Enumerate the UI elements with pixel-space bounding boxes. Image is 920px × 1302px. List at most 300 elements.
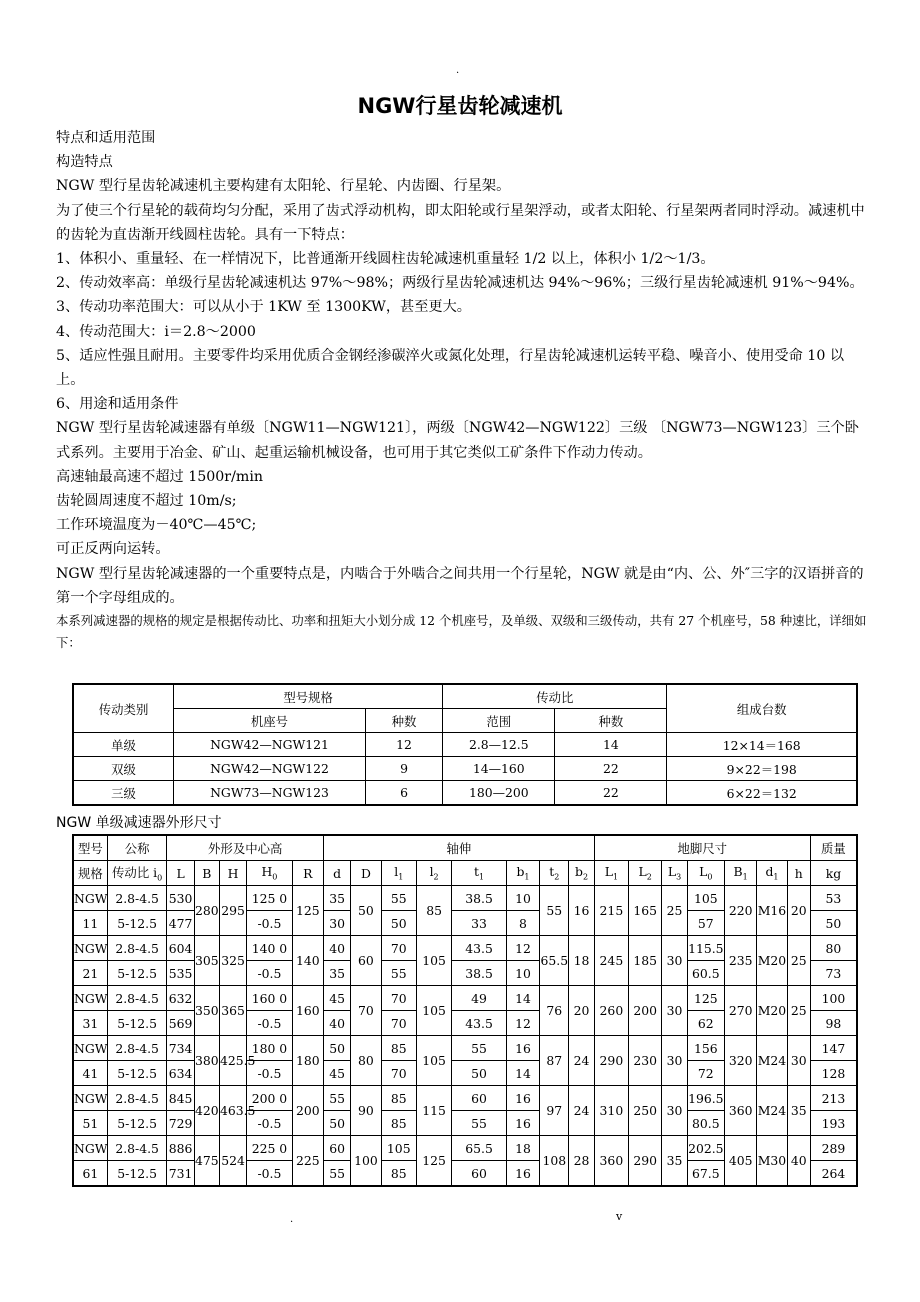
table-header (351, 861, 381, 886)
cell-subscript: 2 (554, 872, 560, 882)
table-cell (725, 1036, 757, 1086)
cell-text: 57 (697, 915, 714, 931)
cell-text: 475 (195, 1153, 219, 1168)
cell-text: 213 (821, 1090, 846, 1106)
cell-text: 外形及中心高 (208, 841, 283, 856)
cell-text: 128 (821, 1065, 846, 1081)
table-cell (687, 936, 724, 961)
table-cell (324, 961, 351, 986)
cell-text: 5-12.5 (117, 915, 157, 931)
table-cell (452, 936, 507, 961)
table-cell (506, 1061, 539, 1086)
cell-text: 80 (825, 940, 842, 956)
table-cell (629, 1036, 662, 1086)
cell-text: t (549, 864, 555, 880)
cell-text: 60 (358, 953, 374, 968)
table-cell (452, 1111, 507, 1136)
table-cell (351, 886, 381, 936)
cell-text: 80.5 (692, 1115, 720, 1131)
cell-text: 180 (296, 1053, 320, 1068)
cell-text: 2.8-4.5 (115, 1040, 159, 1056)
table-cell (73, 1061, 107, 1086)
cell-text: 105 (386, 1140, 411, 1156)
table-cell (247, 986, 292, 1011)
table-cell (810, 961, 857, 986)
table-cell (687, 986, 724, 1011)
table-cell (324, 1036, 351, 1061)
table-cell (506, 1111, 539, 1136)
cell-text: 16 (573, 903, 590, 918)
cell-text: 43.5 (465, 940, 493, 956)
cell-text: 125 (422, 1153, 446, 1168)
cell-text: L (604, 864, 613, 880)
cell-text: 80 (358, 1053, 374, 1068)
paragraph: 为了使三个行星轮的载荷均匀分配，采用了齿式浮动机构，即太阳轮或行星架浮动，或者太阳轮、行星架两者同时浮动。减速机中的齿轮为直齿渐开线圆柱齿轮。具有一下特点： (56, 202, 865, 243)
table-cell (540, 1086, 569, 1136)
table-cell (810, 1061, 857, 1086)
table-cell (324, 1111, 351, 1136)
cell-text: 97 (546, 1103, 563, 1118)
paragraph: 齿轮圆周速度不超过 10m/s; (56, 493, 237, 510)
cell-text: H (261, 864, 273, 880)
table-cell (725, 936, 757, 986)
table-header (292, 861, 323, 886)
cell-text: 160 0 (251, 990, 288, 1006)
table-header (687, 861, 724, 886)
table-cell (167, 1086, 194, 1111)
table-row (73, 886, 857, 911)
table-cell (569, 886, 594, 936)
cell-subscript: 1 (773, 872, 779, 882)
cell-text: 61 (82, 1165, 99, 1181)
cell-text: 405 (728, 1153, 753, 1168)
table-cell (219, 886, 246, 936)
table-cell (167, 1136, 194, 1161)
cell-text: 185 (633, 953, 658, 968)
cell-text: b (516, 864, 525, 880)
cell-text: 105 (422, 1053, 446, 1068)
cell-text: 30 (666, 1103, 683, 1118)
cell-text: 20 (573, 1003, 590, 1018)
cell-text: 35 (329, 890, 346, 906)
table-row (73, 757, 857, 781)
table-cell: 180—200 (443, 781, 555, 806)
cell-text: 225 0 (251, 1140, 288, 1156)
table-header (569, 861, 594, 886)
table-cell (594, 1136, 628, 1187)
table-cell (687, 911, 724, 936)
cell-text: 729 (168, 1115, 193, 1131)
cell-text: 604 (168, 940, 193, 956)
table-cell (167, 911, 194, 936)
cell-text: 260 (599, 1003, 624, 1018)
cell-text: 24 (573, 1103, 590, 1118)
cell-text: 30 (790, 1053, 807, 1068)
cell-text: 50 (329, 1040, 346, 1056)
cell-text: 87 (546, 1053, 563, 1068)
cell-text: 40 (329, 1015, 346, 1031)
cell-text: 845 (168, 1090, 193, 1106)
cell-text: 60.5 (692, 965, 720, 981)
cell-text: 202.5 (688, 1140, 724, 1156)
cell-text: 50 (825, 915, 842, 931)
table-cell (247, 886, 292, 911)
dimension-table (72, 834, 858, 1187)
table-cell (506, 911, 539, 936)
table-cell (219, 986, 246, 1036)
table-cell (452, 1086, 507, 1111)
table-cell (540, 886, 569, 936)
cell-text: 270 (728, 1003, 753, 1018)
table-cell (381, 911, 416, 936)
table-cell (324, 1011, 351, 1036)
cell-text: 72 (697, 1065, 714, 1081)
cell-text: 传动比 i (112, 865, 158, 881)
table-header (506, 861, 539, 886)
cell-text: M30 (757, 1153, 787, 1168)
cell-text: 轴伸 (446, 841, 472, 856)
table-cell: 双级 (73, 757, 174, 781)
paragraph-small: 本系列减速器的规格的规定是根据传动比、功率和扭矩大小划分成 12 个机座号，及单级、双级和三级传动，共有 27 个机座号，58 种速比，详细如下： (56, 613, 867, 651)
table-cell (787, 1036, 810, 1086)
cell-text: 28 (573, 1153, 590, 1168)
table-cell (73, 936, 107, 961)
table-cell (662, 1036, 687, 1086)
table-header (324, 835, 595, 861)
table-cell (107, 1061, 167, 1086)
cell-text: M24 (757, 1053, 787, 1068)
cell-text: L (176, 865, 185, 881)
cell-text: 55 (329, 1090, 346, 1106)
table-cell (107, 1036, 167, 1061)
table-cell (725, 986, 757, 1036)
table-cell (73, 1111, 107, 1136)
cell-text: 16 (515, 1165, 531, 1181)
table-cell (594, 886, 628, 936)
table-cell (292, 886, 323, 936)
table-cell (247, 1011, 292, 1036)
table-cell (167, 1061, 194, 1086)
cell-text: 50 (390, 915, 407, 931)
table-cell (757, 1086, 787, 1136)
table-cell (416, 886, 451, 936)
cell-text: 731 (168, 1165, 193, 1181)
table-header: 种数 (555, 709, 667, 733)
cell-text: 35 (790, 1103, 807, 1118)
cell-text: B (202, 865, 212, 881)
cell-text: 45 (329, 1065, 346, 1081)
table-cell (381, 1036, 416, 1061)
cell-text: NGW (74, 1090, 108, 1106)
table-cell (506, 961, 539, 986)
cell-text: 5-12.5 (117, 1015, 157, 1031)
cell-text: 20 (790, 903, 807, 918)
cell-text: 2.8-4.5 (115, 1140, 159, 1156)
table-cell (416, 1086, 451, 1136)
paragraph: 5、适应性强且耐用。主要零件均采用优质合金钢经渗碳淬火或氮化处理，行星齿轮减速机运转平稳、噪音小、使用受命 10 以上。 (56, 347, 845, 389)
cell-text: 50 (358, 903, 374, 918)
table-cell (662, 886, 687, 936)
table-cell (452, 886, 507, 911)
cell-text: 193 (821, 1115, 846, 1131)
cell-text: 55 (471, 1040, 487, 1056)
cell-text: 10 (515, 890, 531, 906)
cell-text: 60 (471, 1165, 487, 1181)
table-cell (506, 1011, 539, 1036)
cell-text: 200 (296, 1103, 320, 1118)
cell-text: 70 (390, 1065, 407, 1081)
table-header (107, 861, 167, 886)
paragraph: 可正反两向运转。 (56, 541, 170, 558)
cell-text: 290 (633, 1153, 658, 1168)
cell-text: 180 0 (251, 1040, 288, 1056)
cell-text: 55 (329, 1165, 346, 1181)
cell-text: d (333, 865, 342, 881)
table-header (540, 861, 569, 886)
table-cell (629, 1086, 662, 1136)
cell-text: 33 (471, 915, 487, 931)
cell-text: 53 (825, 890, 842, 906)
table-cell (167, 1111, 194, 1136)
cell-text: 55 (546, 903, 563, 918)
table-cell (452, 961, 507, 986)
paragraph: NGW 型行星齿轮减速机主要构建有太阳轮、行星轮、内齿圈、行星架。 (56, 178, 511, 195)
table-cell: 9×22＝198 (667, 757, 857, 781)
paragraph: 1、体积小、重量轻、在一样情况下，比普通渐开线圆柱齿轮减速机重量轻 1/2 以上，体积小 1/2～1/3。 (56, 251, 715, 268)
table-cell (787, 1136, 810, 1187)
table-cell (381, 1011, 416, 1036)
cell-text: 165 (633, 903, 658, 918)
cell-text: t (474, 864, 479, 880)
cell-text: 310 (599, 1103, 624, 1118)
cell-text: NGW (74, 890, 108, 906)
cell-text: 98 (825, 1015, 842, 1031)
table-cell (452, 1161, 507, 1187)
cell-text: -0.5 (257, 915, 282, 931)
cell-text: 公称 (124, 841, 150, 856)
table-cell (292, 936, 323, 986)
cell-text: NGW (74, 1040, 108, 1056)
table-cell (757, 886, 787, 936)
cell-text: -0.5 (257, 1015, 282, 1031)
cell-text: b (575, 864, 583, 880)
cell-text: 569 (168, 1015, 193, 1031)
cell-text: 264 (821, 1165, 846, 1181)
table-row (73, 733, 857, 757)
table-cell (416, 1136, 451, 1187)
cell-text: 632 (168, 990, 193, 1006)
paragraph: 构造特点 (56, 154, 113, 171)
table-cell: 9 (365, 757, 442, 781)
table-header (810, 861, 857, 886)
table-cell (167, 1036, 194, 1061)
table-header (725, 861, 757, 886)
table-cell: 单级 (73, 733, 174, 757)
header-dot: . (456, 65, 460, 76)
cell-text: 40 (329, 940, 346, 956)
cell-text: 105 (422, 953, 446, 968)
cell-text: 380 (195, 1053, 219, 1068)
cell-subscript: 0 (707, 872, 713, 882)
table-cell (351, 986, 381, 1036)
cell-text: 360 (728, 1103, 753, 1118)
table-cell (810, 1011, 857, 1036)
table-cell (687, 1061, 724, 1086)
cell-text: 200 0 (251, 1090, 288, 1106)
table-cell (167, 986, 194, 1011)
cell-text: 型号 (78, 841, 103, 856)
table-cell (569, 1086, 594, 1136)
cell-text: 289 (821, 1140, 846, 1156)
table-cell (381, 1086, 416, 1111)
table-cell (351, 1136, 381, 1187)
table-cell (810, 911, 857, 936)
table-cell (247, 911, 292, 936)
table-header (381, 861, 416, 886)
table-header (629, 861, 662, 886)
cell-text: 65.5 (465, 1140, 493, 1156)
cell-text: 325 (221, 953, 245, 968)
cell-text: 365 (221, 1003, 245, 1018)
cell-text: 156 (693, 1040, 718, 1056)
page-title: NGW行星齿轮减速机 (357, 94, 563, 118)
table-cell (107, 1086, 167, 1111)
cell-text: 70 (358, 1003, 374, 1018)
cell-text: 18 (573, 953, 590, 968)
cell-text: 45 (329, 990, 346, 1006)
footer-mark: v (616, 1210, 623, 1223)
table-cell (594, 1086, 628, 1136)
table-header (324, 861, 351, 886)
table-cell (452, 1011, 507, 1036)
cell-text: 60 (471, 1090, 487, 1106)
cell-text: 67.5 (692, 1165, 720, 1181)
cell-text: 125 (296, 903, 320, 918)
cell-text: 25 (790, 953, 807, 968)
table-cell (810, 1161, 857, 1187)
table-header (219, 861, 246, 886)
cell-text: 85 (390, 1090, 407, 1106)
cell-text: 60 (329, 1140, 346, 1156)
table-cell (351, 936, 381, 986)
cell-subscript: 2 (582, 872, 589, 882)
cell-text: NGW (74, 990, 108, 1006)
cell-text: 634 (168, 1065, 193, 1081)
cell-text: 100 (354, 1153, 378, 1168)
cell-text: 30 (666, 1003, 683, 1018)
cell-text: 105 (422, 1003, 446, 1018)
cell-subscript: 1 (742, 872, 748, 882)
table-header (167, 835, 324, 861)
cell-text: 30 (666, 953, 683, 968)
cell-text: 140 (296, 953, 320, 968)
table-cell (219, 1086, 256, 1136)
table-cell (787, 886, 810, 936)
table-cell (687, 1011, 724, 1036)
cell-text: 25 (790, 1003, 807, 1018)
table-cell (540, 986, 569, 1036)
table-cell: 14—160 (443, 757, 555, 781)
table-cell (725, 886, 757, 936)
table-cell (594, 936, 628, 986)
cell-subscript: 1 (478, 872, 485, 882)
cell-text: -0.5 (257, 1165, 282, 1181)
table-cell (629, 936, 662, 986)
cell-text: 235 (728, 953, 753, 968)
table-cell (810, 986, 857, 1011)
cell-text: 125 (693, 990, 718, 1006)
table-cell (594, 986, 628, 1036)
cell-text: H (227, 865, 239, 881)
table-cell (194, 936, 219, 986)
cell-text: 38.5 (465, 890, 493, 906)
cell-text: 200 (633, 1003, 658, 1018)
cell-text: 245 (599, 953, 624, 968)
table-cell (687, 1161, 724, 1187)
cell-text: 5-12.5 (117, 1065, 157, 1081)
table-cell (810, 1036, 857, 1061)
cell-text: 225 (296, 1153, 320, 1168)
table-cell (73, 886, 107, 911)
cell-text: 530 (168, 890, 193, 906)
table-cell (629, 1136, 662, 1187)
paragraph: 工作环境温度为－40℃—45℃; (56, 517, 257, 534)
table-row (73, 1136, 857, 1161)
table-cell (194, 1086, 219, 1136)
cell-text: L (699, 864, 708, 880)
table-cell (687, 1136, 724, 1161)
cell-text: 215 (599, 903, 624, 918)
cell-text: 30 (666, 1053, 683, 1068)
cell-text: 420 (195, 1103, 219, 1118)
cell-text: 18 (515, 1140, 531, 1156)
table-cell (687, 1036, 724, 1061)
table-cell (787, 986, 810, 1036)
cell-text: 8 (519, 915, 527, 931)
table-cell (107, 1111, 167, 1136)
cell-subscript: 2 (646, 872, 652, 882)
table-cell (569, 936, 594, 986)
table-cell (324, 1161, 351, 1187)
table-header (594, 835, 810, 861)
cell-text: 24 (573, 1053, 590, 1068)
table-cell (167, 1161, 194, 1187)
cell-text: 31 (82, 1015, 99, 1031)
cell-text: 55 (390, 965, 407, 981)
cell-text: 49 (471, 990, 487, 1006)
table-cell (73, 1011, 107, 1036)
cell-text: 100 (821, 990, 846, 1006)
table-cell (594, 1036, 628, 1086)
table-cell (381, 936, 416, 961)
table-cell (506, 1136, 539, 1161)
table-cell (506, 986, 539, 1011)
cell-text: 70 (390, 990, 407, 1006)
table-header (73, 861, 107, 886)
cell-text: 16 (515, 1040, 531, 1056)
table-cell: 6×22＝132 (667, 781, 857, 806)
table-cell (194, 1036, 219, 1086)
cell-text: 65.5 (540, 953, 569, 968)
table-cell (810, 1111, 857, 1136)
table-header (167, 861, 194, 886)
table-cell: 12×14＝168 (667, 733, 857, 757)
paragraph: 特点和适用范围 (56, 130, 156, 146)
table-cell (324, 986, 351, 1011)
cell-text: 115.5 (688, 940, 724, 956)
cell-text: 14 (515, 1065, 531, 1081)
table-cell (540, 1036, 569, 1086)
